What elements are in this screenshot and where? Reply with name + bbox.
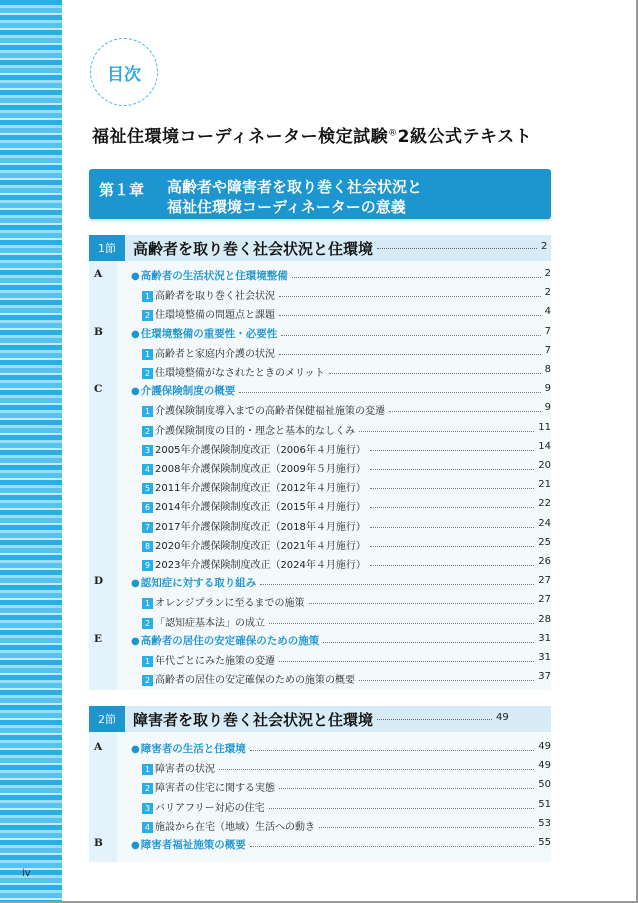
item-number-badge: 1 — [142, 764, 153, 775]
subheading-text-group — [131, 837, 246, 852]
category-letter: B — [94, 837, 103, 849]
registered-mark: ® — [388, 128, 398, 139]
item-number-badge: 9 — [142, 560, 153, 571]
toc-subheading[interactable] — [131, 268, 551, 284]
item-number-badge: 2 — [142, 426, 153, 437]
leader-dots — [370, 469, 534, 470]
subheading-text: 高齢者の居住の安定確保のための施策 — [140, 635, 320, 647]
item-number-badge: 3 — [142, 445, 153, 456]
item-text: 2011年介護保険制度改正（2012年４月施行） — [155, 483, 366, 494]
item-text-group — [142, 364, 325, 379]
item-text: 住環境整備の問題点と課題 — [155, 310, 275, 321]
item-number-badge: 2 — [142, 783, 153, 794]
leader-dots — [279, 354, 541, 355]
item-number-badge: 6 — [142, 502, 153, 513]
item-text: 施設から在宅（地域）生活への動き — [155, 822, 315, 833]
category-letter: E — [94, 633, 103, 645]
item-text: 2008年介護保険制度改正（2009年５月施行） — [155, 464, 366, 475]
leader-dots — [370, 507, 534, 508]
page-ref: 31 — [538, 633, 551, 644]
page-ref: 49 — [538, 741, 551, 752]
item-number-badge: 1 — [142, 349, 153, 360]
leader-dots — [370, 565, 534, 566]
leader-dots — [370, 488, 534, 489]
toc-subheading[interactable] — [131, 326, 551, 342]
toc-item[interactable] — [142, 345, 551, 361]
leader-dots — [329, 373, 541, 374]
chapter-title-line1: 高齢者や障害者を取り巻く社会状況と — [167, 178, 423, 196]
section-header[interactable] — [89, 706, 551, 732]
item-number-badge: 3 — [142, 803, 153, 814]
subheading-text-group — [131, 575, 256, 590]
toc-item[interactable] — [142, 498, 551, 514]
toc-subheading[interactable] — [131, 383, 551, 399]
toc-item[interactable] — [142, 306, 551, 322]
leader-dots — [279, 315, 541, 316]
page-ref: 53 — [538, 818, 551, 829]
page-ref: 9 — [544, 402, 551, 413]
item-number-badge: 1 — [142, 291, 153, 302]
toc-item[interactable] — [142, 518, 551, 534]
subheading-text-group — [131, 268, 288, 283]
item-text-group — [142, 556, 366, 571]
leader-dots — [309, 603, 534, 604]
toc-subheading[interactable] — [131, 575, 551, 591]
item-text: 2014年介護保険制度改正（2015年４月施行） — [155, 502, 366, 513]
bullet-dot-icon: ● — [131, 329, 140, 340]
leader-dots — [370, 546, 534, 547]
item-text: 2005年介護保険制度改正（2006年４月施行） — [155, 445, 366, 456]
item-text-group — [142, 614, 265, 629]
section-badge: 1節 — [89, 235, 125, 261]
page-ref: 22 — [538, 498, 551, 509]
item-text-group — [142, 402, 385, 417]
item-text: 2023年介護保険制度改正（2024年４月施行） — [155, 560, 366, 571]
leader-dots — [359, 431, 534, 432]
toc-item[interactable] — [142, 614, 551, 630]
item-text: 「認知症基本法」の成立 — [155, 618, 265, 629]
item-text-group — [142, 306, 275, 321]
chapter-title-line2: 福祉住環境コーディネーターの意義 — [167, 198, 406, 216]
leader-dots — [279, 788, 534, 789]
page-ref: 2 — [544, 287, 551, 298]
leader-dots — [250, 750, 534, 751]
toc-subheading[interactable] — [131, 633, 551, 649]
item-text-group — [142, 441, 366, 456]
item-text: 介護保険制度導入までの高齢者保健福祉施策の変遷 — [155, 406, 385, 417]
subheading-text-group — [131, 383, 235, 398]
bullet-dot-icon: ● — [131, 271, 140, 282]
page-ref: 49 — [538, 760, 551, 771]
item-text: オレンジプランに至るまでの施策 — [155, 598, 305, 609]
item-text-group — [142, 818, 315, 833]
toc-item[interactable] — [142, 779, 551, 795]
toc-item[interactable] — [142, 760, 551, 776]
item-number-badge: 2 — [142, 618, 153, 629]
subheading-text: 介護保険制度の概要 — [140, 385, 236, 397]
leader-dots — [323, 642, 534, 643]
page-number: iv — [22, 868, 31, 879]
section-header[interactable] — [89, 235, 551, 261]
item-text: 2020年介護保険制度改正（2021年４月施行） — [155, 541, 366, 552]
toc-item[interactable] — [142, 422, 551, 438]
item-number-badge: 4 — [142, 464, 153, 475]
item-text-group — [142, 652, 275, 667]
subheading-text-group — [131, 326, 277, 341]
toc-item[interactable] — [142, 652, 551, 668]
item-number-badge: 1 — [142, 598, 153, 609]
section-title: 高齢者を取り巻く社会状況と住環境 — [133, 240, 374, 258]
leader-dots — [281, 335, 541, 336]
toc-item[interactable] — [142, 364, 551, 380]
item-number-badge: 2 — [142, 310, 153, 321]
section-page: 2 — [541, 241, 548, 252]
page-ref: 28 — [538, 614, 551, 625]
mokuji-label: 目次 — [107, 64, 141, 85]
category-letter: C — [94, 383, 103, 395]
toc-item[interactable] — [142, 402, 551, 418]
item-text-group — [142, 760, 215, 775]
toc-subheading[interactable] — [131, 741, 551, 757]
item-text: 2017年介護保険制度改正（2018年４月施行） — [155, 522, 366, 533]
bullet-dot-icon: ● — [131, 578, 140, 589]
subheading-text: 障害者の生活と住環境 — [140, 743, 246, 755]
item-text-group — [142, 518, 366, 533]
toc-item[interactable] — [142, 594, 551, 610]
category-letter: B — [94, 326, 103, 338]
category-letter: A — [94, 741, 103, 753]
item-text: 高齢者の居住の安定確保のための施策の概要 — [155, 675, 355, 686]
subheading-text: 認知症に対する取り組み — [140, 577, 257, 589]
item-text: 住環境整備がなされたときのメリット — [155, 368, 325, 379]
item-text: 介護保険制度の目的・理念と基本的なしくみ — [155, 426, 355, 437]
page-ref: 24 — [538, 518, 551, 529]
subheading-text-group — [131, 741, 246, 756]
item-text: 障害者の住宅に関する実態 — [155, 783, 275, 794]
item-text: 年代ごとにみた施策の変遷 — [155, 656, 275, 667]
page-ref: 50 — [538, 779, 551, 790]
toc-item[interactable] — [142, 537, 551, 553]
page-ref: 2 — [544, 268, 551, 279]
category-letter: D — [94, 575, 104, 587]
toc-item[interactable] — [142, 671, 551, 687]
mokuji-badge — [90, 38, 158, 106]
decorative-stripe — [0, 0, 62, 903]
book-title-suffix: 2級公式テキスト — [397, 127, 533, 147]
page-ref: 4 — [544, 306, 551, 317]
section-leader-dots — [377, 719, 492, 720]
toc-subheading[interactable] — [131, 837, 551, 853]
page-ref: 8 — [544, 364, 551, 375]
page-ref: 27 — [538, 594, 551, 605]
page-ref: 9 — [544, 383, 551, 394]
toc-item[interactable] — [142, 818, 551, 834]
toc-item[interactable] — [142, 799, 551, 815]
item-text-group — [142, 594, 305, 609]
item-text-group — [142, 671, 355, 686]
page-ref: 37 — [538, 671, 551, 682]
leader-dots — [279, 296, 541, 297]
item-number-badge: 2 — [142, 368, 153, 379]
chapter-header — [89, 169, 551, 219]
item-number-badge: 5 — [142, 483, 153, 494]
toc-item[interactable] — [142, 479, 551, 495]
leader-dots — [319, 827, 534, 828]
subheading-text: 住環境整備の重要性・必要性 — [140, 328, 278, 340]
page-ref: 27 — [538, 575, 551, 586]
item-number-badge: 1 — [142, 656, 153, 667]
item-text: 障害者の状況 — [155, 764, 215, 775]
toc-item[interactable] — [142, 556, 551, 572]
leader-dots — [250, 846, 534, 847]
page-ref: 20 — [538, 460, 551, 471]
page-ref: 51 — [538, 799, 551, 810]
item-text-group — [142, 460, 366, 475]
item-text-group — [142, 799, 265, 814]
item-text-group — [142, 422, 355, 437]
page-ref: 25 — [538, 537, 551, 548]
chapter-number: 第１章 — [99, 181, 145, 199]
item-number-badge: 7 — [142, 522, 153, 533]
section-badge: 2節 — [89, 706, 125, 732]
item-text: 高齢者を取り巻く社会状況 — [155, 291, 275, 302]
toc-item[interactable] — [142, 460, 551, 476]
toc-item[interactable] — [142, 441, 551, 457]
bullet-dot-icon: ● — [131, 386, 140, 397]
section-leader-dots — [377, 248, 537, 249]
bullet-dot-icon: ● — [131, 840, 140, 851]
subheading-text: 高齢者の生活状況と住環境整備 — [140, 270, 288, 282]
item-text-group — [142, 287, 275, 302]
leader-dots — [370, 527, 534, 528]
page-ref: 7 — [544, 345, 551, 356]
leader-dots — [260, 584, 534, 585]
leader-dots — [269, 808, 534, 809]
page-ref: 31 — [538, 652, 551, 663]
item-number-badge: 2 — [142, 675, 153, 686]
bullet-dot-icon: ● — [131, 744, 140, 755]
category-letter: A — [94, 268, 103, 280]
leader-dots — [269, 623, 534, 624]
item-number-badge: 4 — [142, 822, 153, 833]
item-number-badge: 1 — [142, 406, 153, 417]
toc-item[interactable] — [142, 287, 551, 303]
item-text: 高齢者と家庭内介護の状況 — [155, 349, 275, 360]
page-ref: 21 — [538, 479, 551, 490]
item-number-badge: 8 — [142, 541, 153, 552]
leader-dots — [359, 680, 534, 681]
leader-dots — [219, 769, 534, 770]
item-text-group — [142, 479, 366, 494]
leader-dots — [370, 450, 534, 451]
item-text-group — [142, 537, 366, 552]
subheading-text-group — [131, 633, 319, 648]
page-ref: 26 — [538, 556, 551, 567]
book-title-main: 福祉住環境コーディネーター検定試験 — [92, 127, 389, 147]
item-text-group — [142, 498, 366, 513]
leader-dots — [239, 392, 541, 393]
subheading-text: 障害者福祉施策の概要 — [140, 839, 246, 851]
item-text-group — [142, 345, 275, 360]
leader-dots — [389, 411, 541, 412]
bullet-dot-icon: ● — [131, 636, 140, 647]
item-text-group — [142, 779, 275, 794]
section-title: 障害者を取り巻く社会状況と住環境 — [133, 711, 374, 729]
page-ref: 55 — [538, 837, 551, 848]
section-page: 49 — [496, 712, 509, 723]
page-ref: 14 — [538, 441, 551, 452]
leader-dots — [279, 661, 534, 662]
item-text: バリアフリー対応の住宅 — [155, 803, 265, 814]
page-ref: 7 — [544, 326, 551, 337]
leader-dots — [292, 277, 541, 278]
book-title — [92, 122, 532, 147]
page-ref: 11 — [538, 422, 551, 433]
